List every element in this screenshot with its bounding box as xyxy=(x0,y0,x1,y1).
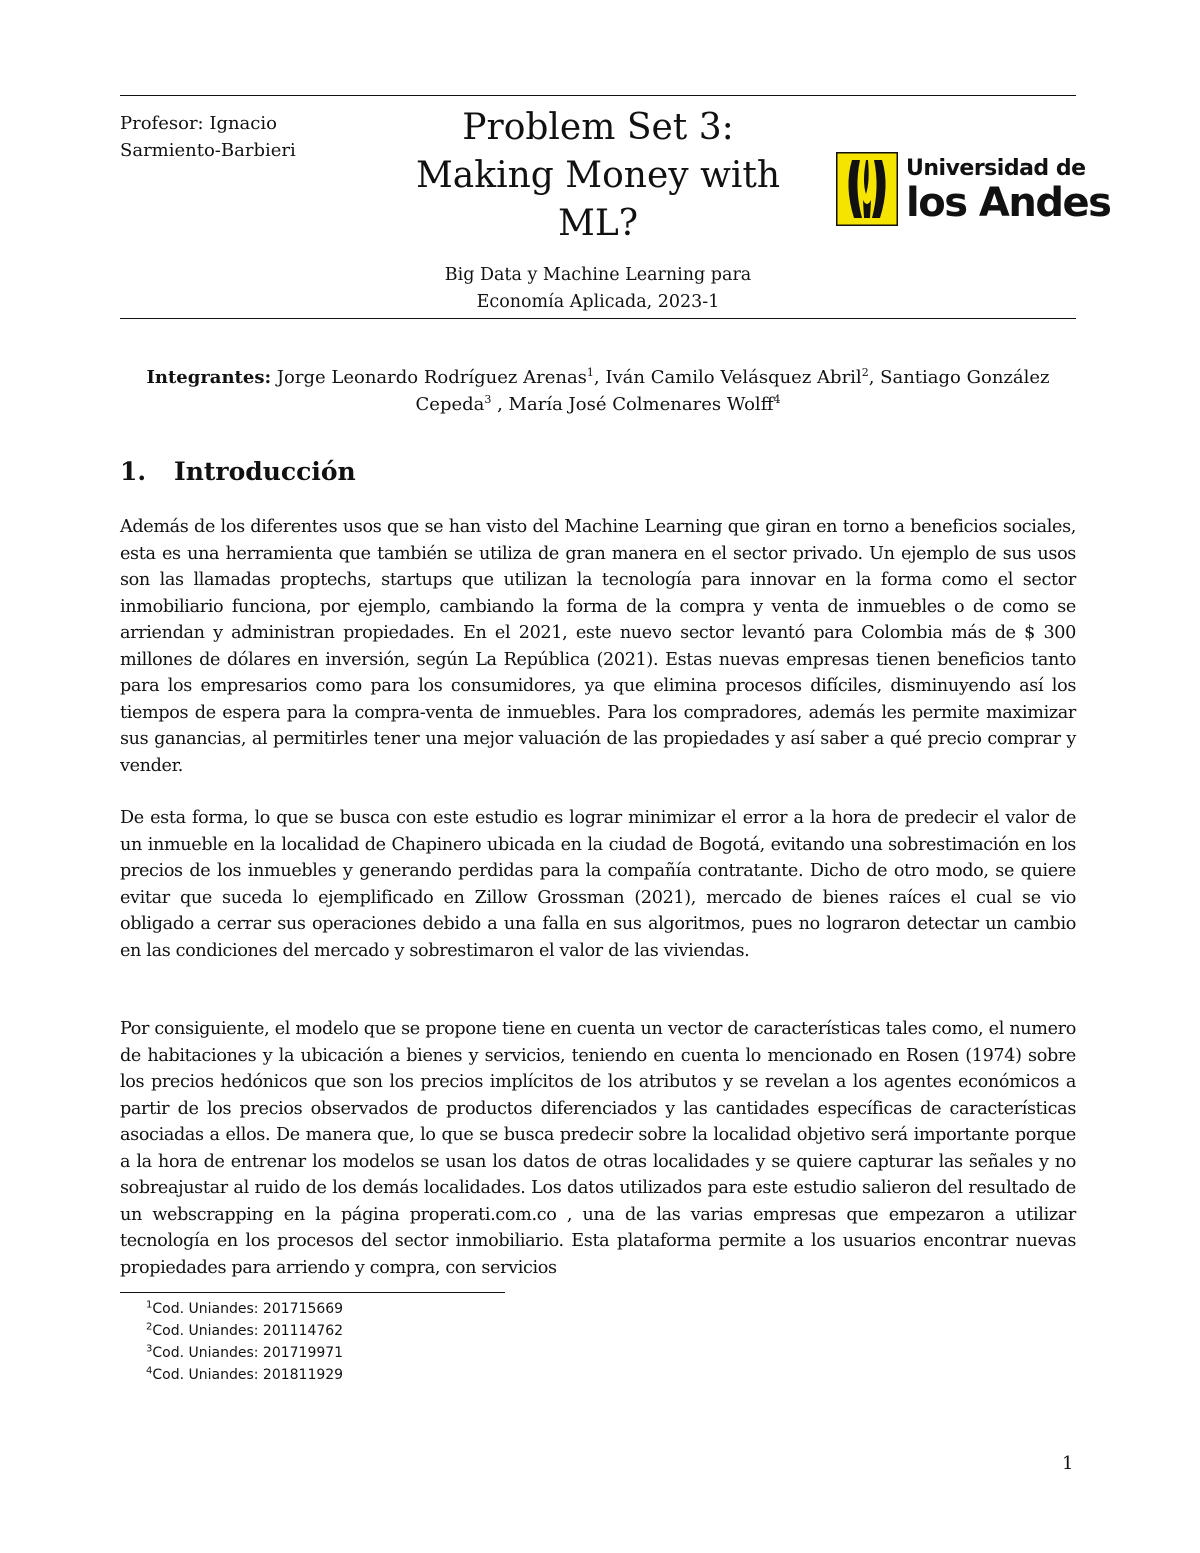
page-number: 1 xyxy=(1062,1453,1074,1474)
title-line-3: ML? xyxy=(557,203,639,244)
paragraph-1: Además de los diferentes usos que se han visto del Machine Learning que giran en torno a beneficios sociales, esta es una herramienta que también se utiliza de gran manera en el sector privado. Un ejemplo de sus usos son las llamadas proptechs, startups que utilizan la tecnología para innovar en la forma como el sector inmobiliario funciona, por ejemplo, cambiando la forma de la compra y venta de inmuebles o de como se arriendan y administran propiedades. En el 2021, este nuevo sector levantó para Colombia más de $ 300 millones de dólares en inversión, según La República (2021). Estas nuevas empresas tienen beneficios tanto para los empresarios como para los consumidores, ya que elimina procesos difíciles, disminuyendo así los tiempos de espera para la compra-venta de inmuebles. Para los compradores, además les permite maximizar sus ganancias, al permitirles tener una mejor valuación de las propiedades y así saber a qué precio comprar y vender. xyxy=(120,517,1076,776)
footnote-mark[interactable]: 3 xyxy=(484,393,492,406)
logo-line-2: los Andes xyxy=(906,180,1111,226)
footnote-mark[interactable]: 4 xyxy=(773,393,781,406)
university-shield-icon xyxy=(836,152,898,226)
footnote-divider xyxy=(120,1292,505,1293)
footnote-mark[interactable]: 1 xyxy=(586,366,594,379)
course-line-1: Big Data y Machine Learning para xyxy=(444,265,752,285)
author-4: María José Colmenares Wolff$^4$ xyxy=(508,393,781,415)
footnote-2: $^2$Cod. Uniandes: 201114762 xyxy=(146,1321,344,1339)
section-heading xyxy=(120,455,356,489)
authors-label: Integrantes: xyxy=(146,367,272,388)
course-line-2: Economía Aplicada, 2023-1 xyxy=(476,292,720,312)
header-bottom-rule xyxy=(120,318,1076,319)
section-number: 1. xyxy=(120,457,147,486)
professor-name: Sarmiento-Barbieri xyxy=(120,140,296,161)
university-logo xyxy=(836,152,1111,226)
footnote-3: $^3$Cod. Uniandes: 201719971 xyxy=(146,1343,344,1361)
course-info xyxy=(378,262,818,316)
paragraph-3: Por consiguiente, el modelo que se propone tiene en cuenta un vector de características tales como, el numero de habitaciones y la ubicación a bienes y servicios, teniendo en cuenta lo mencionado en Rosen (1974) sobre los precios hedónicos que son los precios implícitos de los atributos y se revelan a los agentes económicos a partir de los precios observados de productos diferenciados y las cantidades específicas de características asociadas a ellos. De manera que, lo que se busca predecir sobre la localidad objetivo será importante porque a la hora de entrenar los modelos se usan los datos de otras localidades y se quiere capturar las señales y no sobreajustar al ruido de los demás localidades. Los datos utilizados para este estudio salieron del resultado de un webscrapping en la página properati.com.co , una de las varias empresas que empezaron a utilizar tecnología en los procesos del sector inmobiliario. Esta plataforma permite a los usuarios encontrar nuevas propiedades para arriendo y compra, con servicios xyxy=(120,1019,1076,1278)
footnote-4: $^4$Cod. Uniandes: 201811929 xyxy=(146,1365,344,1383)
paragraph-2: De esta forma, lo que se busca con este estudio es lograr minimizar el error a la hora de predecir el valor de un inmueble en la localidad de Chapinero ubicada en la ciudad de Bogotá, evitando una sobrestimación en los precios de los inmuebles y generando perdidas para la compañía contratante. Dicho de otro modo, se quiere evitar que suceda lo ejemplificado en Zillow Grossman (2021), mercado de bienes raíces el cual se vio obligado a cerrar sus operaciones debido a una falla en sus algoritmos, pues no lograron detectar un cambio en las condiciones del mercado y sobrestimaron el valor de las viviendas. xyxy=(120,808,1076,961)
footnote-1: $^1$Cod. Uniandes: 201715669 xyxy=(146,1299,344,1317)
author-2: Iván Camilo Velásquez Abril$^2$, xyxy=(605,366,881,388)
university-logo-text xyxy=(906,152,1111,226)
professor-info xyxy=(120,110,340,164)
author-1: Jorge Leonardo Rodríguez Arenas$^1$, xyxy=(276,366,606,388)
title-block xyxy=(378,104,818,316)
footnote-mark[interactable]: 2 xyxy=(861,366,869,379)
section-title: Introducción xyxy=(174,457,356,486)
title-line-1: Problem Set 3: xyxy=(462,107,734,148)
professor-label: Profesor: Ignacio xyxy=(120,113,277,134)
authors-line xyxy=(120,364,1076,418)
footnotes xyxy=(146,1298,343,1386)
logo-line-1: Universidad de xyxy=(906,156,1086,181)
header-top-rule xyxy=(120,95,1076,96)
author-3: Santiago González Cepeda$^3$ , xyxy=(415,367,1050,415)
title-line-2: Making Money with xyxy=(415,155,781,196)
